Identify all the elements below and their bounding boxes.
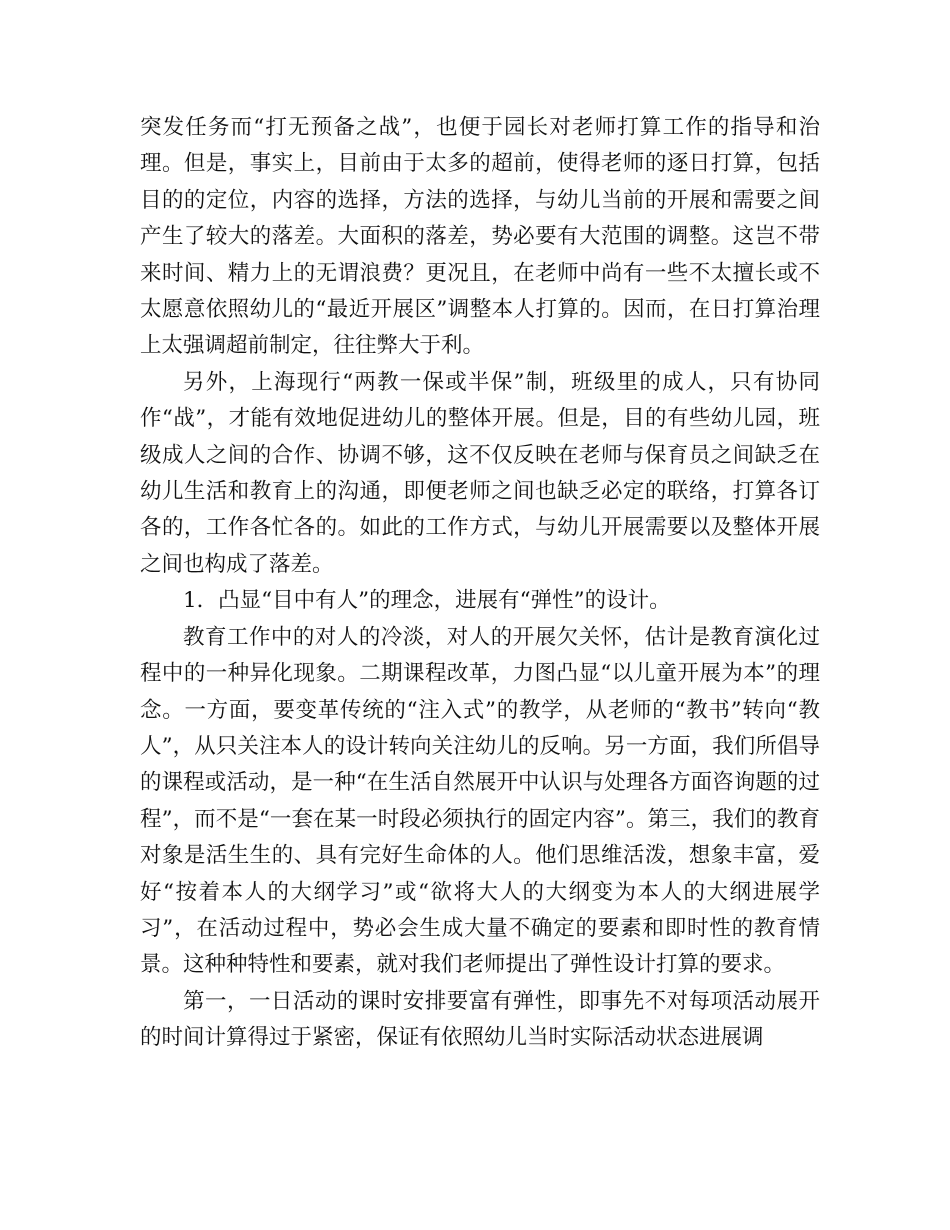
paragraph-2: 另外，上海现行“两教一保或半保”制，班级里的成人，只有协同作“战”，才能有效地促进幼儿的整体开展。但是，目的有些幼儿园，班级成人之间的合作、协调不够，这不仅反映在老师与保育员之间缺乏在幼儿生活和教育上的沟通，即便老师之间也缺乏必定的联络，打算各订各的，工作各忙各的。如此的工作方式，与幼儿开展需要以及整体开展之间也构成了落差。 (140, 369, 820, 577)
section-heading: 1．凸显“目中有人”的理念，进展有“弹性”的设计。 (183, 588, 671, 614)
paragraph-3: 教育工作中的对人的冷淡，对人的开展欠关怀，估计是教育演化过程中的一种异化现象。二期课程改革，力图凸显“以儿童开展为本”的理念。一方面，要变革传统的“注入式”的教学，从老师的“教书”转向“教人”，从只关注本人的设计转向关注幼儿的反响。另一方面，我们所倡导的课程或活动，是一种“在生活自然展开中认识与处理各方面咨询题的过程”，而不是“一套在某一时段必须执行的固定内容”。第三，我们的教育对象是活生生的、具有完好生命体的人。他们思维活泼，想象丰富，爱好“按着本人的大纲学习”或“欲将大人的大纲变为本人的大纲进展学习”，在活动过程中，势必会生成大量不确定的要素和即时性的教育情景。这种种特性和要素，就对我们老师提出了弹性设计打算的要求。 (140, 624, 820, 978)
paragraph-1: 突发任务而“打无预备之战”，也便于园长对老师打算工作的指导和治理。但是，事实上，目前由于太多的超前，使得老师的逐日打算，包括目的的定位，内容的选择，方法的选择，与幼儿当前的开展和需要之间产生了较大的落差。大面积的落差，势必要有大范围的调整。这岂不带来时间、精力上的无谓浪费？更况且，在老师中尚有一些不太擅长或不太愿意依照幼儿的“最近开展区”调整本人打算的。因而，在日打算治理上太强调超前制定，往往弊大于利。 (140, 115, 820, 359)
paragraph-4: 第一，一日活动的课时安排要富有弹性，即事先不对每项活动展开的时间计算得过于紧密，保证有依照幼儿当时实际活动状态进展调 (140, 988, 820, 1051)
document-page (140, 110, 820, 1057)
